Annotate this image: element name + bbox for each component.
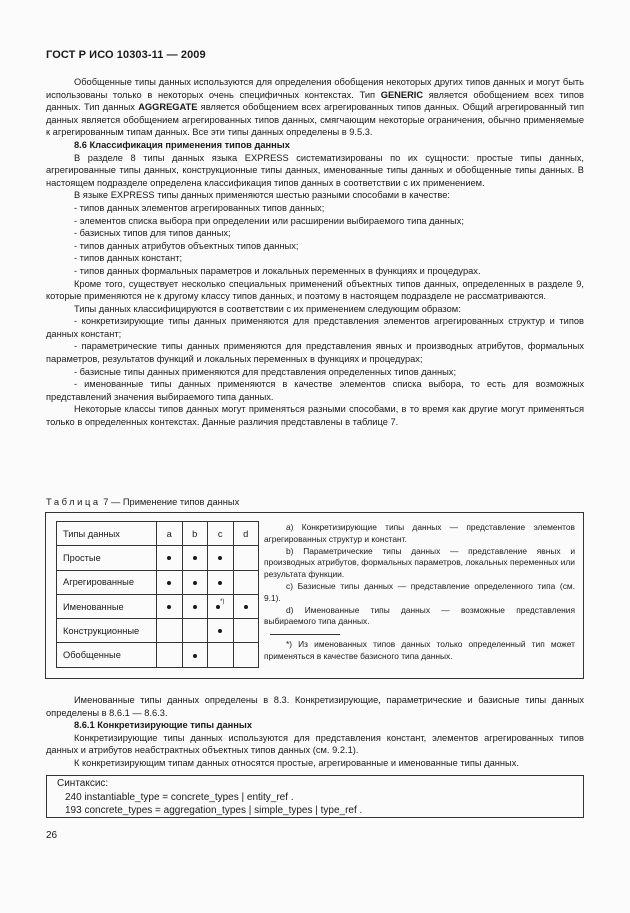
row-label: Именованные xyxy=(57,594,157,618)
syntax-rule: 193 concrete_types = aggregation_types | simple_types | type_ref . xyxy=(65,805,363,817)
table-cell xyxy=(157,594,183,618)
paragraph-differences: Некоторые классы типов данных могут применяться разными способами, в то время как другие могут применяться только в определенных контекстах. Данные различия представлены в таблице 7. xyxy=(46,404,584,428)
table-footnote: *) Из именованных типов данных только определенный тип может применяться в качестве базисного типа данных. xyxy=(264,639,575,661)
table-cell xyxy=(182,619,208,643)
section-heading-8-6-1: 8.6.1 Конкретизирующие типы данных xyxy=(74,720,253,731)
syntax-label: Синтаксис: xyxy=(57,778,109,789)
bullet-mark xyxy=(218,581,222,585)
paragraph-classified: Типы данных классифицируются в соответствии с их применением следующим образом: xyxy=(74,303,461,314)
note-a: a) Конкретизирующие типы данных — представление элементов агрегированных структур и констант. xyxy=(264,522,575,544)
list-item: - именованные типы данных применяются в качестве элементов списка выбора, то есть для возможных представлений значения выбираемого типа данных. xyxy=(46,379,584,402)
table-cell xyxy=(233,619,259,643)
table-row xyxy=(57,619,259,643)
table-cell xyxy=(208,643,234,667)
bullet-mark xyxy=(167,605,171,609)
page-number: 26 xyxy=(46,830,58,841)
bullet-mark xyxy=(193,605,197,609)
table-cell xyxy=(182,570,208,594)
classification-table xyxy=(56,521,259,668)
row-label: Конструкционные xyxy=(57,619,157,643)
syntax-box xyxy=(46,775,584,818)
note-b: b) Параметрические типы данных — представление явных и производных атрибутов, формальных параметров, локальных переменных или результата функции. xyxy=(264,545,575,580)
table-cell xyxy=(208,594,234,618)
table-notes xyxy=(264,522,575,663)
paragraph-instantiable: Конкретизирующие типы данных используются для представления констант, элементов агрегированных типов данных и атрибутов неабстрактных объектных типов данных (см. 9.2.1). xyxy=(46,732,584,756)
bullet-mark xyxy=(193,581,197,585)
bullet-mark xyxy=(218,556,222,560)
footnote-divider xyxy=(270,634,340,635)
list-item: - типов данных атрибутов объектных типов данных; xyxy=(74,240,299,251)
list-item: - типов данных формальных параметров и локальных переменных в функциях и процедурах. xyxy=(74,265,481,276)
table-row xyxy=(57,643,259,667)
table-row xyxy=(57,594,259,618)
column-header: c xyxy=(208,522,234,546)
table-header-row xyxy=(57,522,259,546)
bullet-mark xyxy=(167,581,171,585)
column-header: a xyxy=(157,522,183,546)
table-row xyxy=(57,546,259,570)
paragraph-six-ways: В языке EXPRESS типы данных применяются шестью разными способами в качестве: xyxy=(74,190,450,201)
bullet-mark xyxy=(193,556,197,560)
bullet-mark xyxy=(216,605,220,609)
section-after-table xyxy=(46,694,584,770)
table-cell xyxy=(233,546,259,570)
table-cell xyxy=(233,643,259,667)
table-cell xyxy=(208,546,234,570)
table-caption: Таблица 7 — Применение типов данных xyxy=(46,497,240,507)
table-cell xyxy=(208,619,234,643)
table-cell xyxy=(157,546,183,570)
table-cell xyxy=(157,643,183,667)
list-item: - конкретизирующие типы данных применяются для представления элементов агрегированных структур и типов данных констант; xyxy=(46,316,584,339)
paragraph-special-uses: Кроме того, существует несколько специальных применений объектных типов данных, определенных в разделе 9, которые применяются не к другому классу типов данных, и поэтому в настоящем подразделе не рассматриваются. xyxy=(46,278,584,302)
table-cell xyxy=(182,546,208,570)
list-item: - базисных типов для типов данных; xyxy=(74,228,231,239)
table-row xyxy=(57,570,259,594)
list-item: - базисные типы данных применяются для представления определенных типов данных; xyxy=(74,366,457,377)
note-c: c) Базисные типы данных — представление определенного типа (см. 9.1). xyxy=(264,580,575,603)
footnote-marker: *) xyxy=(220,598,225,605)
table-cell xyxy=(233,570,259,594)
paragraph-named-types: Именованные типы данных определены в 8.3. Конкретизирующие, параметрические и базисные типы данных определены в 8.6.1 — 8.6.3. xyxy=(46,695,584,718)
table-cell xyxy=(182,643,208,667)
table-cell xyxy=(182,594,208,618)
row-label: Обобщенные xyxy=(57,643,157,667)
list-item: - типов данных констант; xyxy=(74,253,183,264)
list-item: - типов данных элементов агрегированных типов данных; xyxy=(74,202,325,213)
table-cell xyxy=(208,570,234,594)
list-item: - элементов списка выбора при определении или расширении выбираемого типа данных; xyxy=(74,215,464,226)
paragraph-instantiable-list: К конкретизирующим типам данных относятся простые, агрегированные и именованные типы данных. xyxy=(74,757,519,768)
syntax-rule: 240 instantiable_type = concrete_types | entity_ref . xyxy=(65,791,294,803)
table-cell xyxy=(157,570,183,594)
row-label: Простые xyxy=(57,546,157,570)
bullet-mark xyxy=(218,629,222,633)
note-d: d) Именованные типы данных — возможные представления выбираемого типа данных. xyxy=(264,604,575,627)
column-header: d xyxy=(233,522,259,546)
row-label: Агрегированные xyxy=(57,570,157,594)
running-header: ГОСТ Р ИСО 10303-11 — 2009 xyxy=(46,49,206,61)
column-header: b xyxy=(182,522,208,546)
bullet-mark xyxy=(193,654,197,658)
bullet-mark xyxy=(244,605,248,609)
bullet-mark xyxy=(167,556,171,560)
table-cell xyxy=(233,594,259,618)
section-heading-8-6: 8.6 Классификация применения типов данных xyxy=(74,139,290,150)
paragraph-generic-types: Обобщенные типы данных используются для определения обобщения некоторых других типов данных и могут быть использованы только в некоторых очень специфичных контекстах. Тип GENERIC является обобщением всех типов данных. Тип данных AGGREGATE является обобщением всех агрегированных типов данных. Общий агрегированный тип данных является обобщением агрегированных типов данных, смягчающим некоторые ограничения, обычно применяемые к агрегированным типам данных. Все эти типы данных определены в 9.5.3. xyxy=(46,77,585,138)
main-text xyxy=(46,76,584,429)
paragraph-classification: В разделе 8 типы данных языка EXPRESS систематизированы по их сущности: простые типы данных, агрегированные типы данных, конструкционные типы данных, именованные типы данных и обобщенные типы данных. В настоящем подразделе определена классификация типов данных в соответствии с их применением. xyxy=(46,152,584,188)
column-header: Типы данных xyxy=(57,522,157,546)
table-cell xyxy=(157,619,183,643)
list-item: - параметрические типы данных применяются для представления явных и производных атрибутов, формальных параметров, результатов функций и локальных переменных в функциях и процедурах; xyxy=(46,341,584,365)
